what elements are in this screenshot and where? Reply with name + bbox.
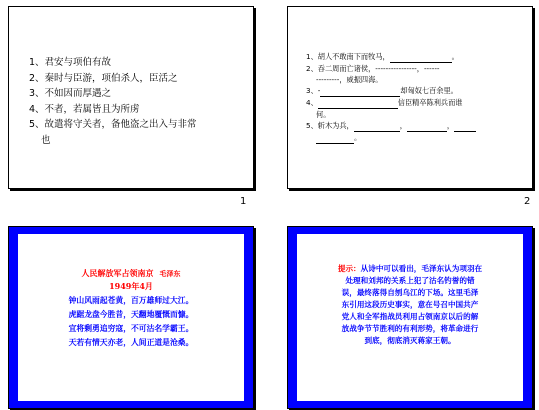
slide-2-q4-prefix: 4、 (306, 98, 318, 107)
slide-2-q4-tail2: 何。 (316, 110, 331, 119)
slide-4-content (297, 234, 523, 401)
hint-line-7: 到底，彻底消灭蒋家王朝。 (364, 336, 456, 345)
slide-2[interactable] (287, 6, 533, 189)
page-number-2: 2 (524, 196, 531, 207)
fill-blank (316, 132, 354, 144)
hint-line-6: 放战争节节胜利的有利形势，将革命进行 (341, 324, 479, 333)
poem-line-2: 虎踞龙盘今胜昔，天翻地覆慨而慷。 (68, 310, 194, 319)
poem-line-1: 钟山风雨起苍黄，百万雄师过大江。 (68, 296, 194, 305)
slide-2-list (306, 51, 531, 144)
slide-2-q4-tail: 信臣精卒陈利兵而谁 (397, 98, 463, 107)
slide-1-list (29, 55, 239, 149)
fill-blank (454, 120, 476, 132)
slide-2-q2-tail: ，威振四海。 (339, 75, 383, 84)
slide-2-q2 (306, 63, 531, 85)
slide-2-q3-prefix: 3、- (306, 86, 321, 95)
slide-1-item-5-cont: 也 (41, 134, 51, 146)
slide-3-content (18, 234, 244, 401)
hint-line-2: 处理和刘邦的关系上犯了沽名钓誉的错 (345, 276, 475, 285)
fill-blank (354, 120, 400, 132)
slide-1-item-3: 3、不如因而厚遇之 (29, 88, 112, 100)
slide-1-item-1: 1、君安与项伯有故 (29, 57, 112, 68)
poem (23, 268, 239, 350)
hint-line-1 (310, 263, 510, 275)
poem-title: 人民解放军占领南京 (81, 268, 154, 278)
slide-2-q2-sep: ， (416, 64, 424, 73)
page-number-1: 1 (240, 196, 247, 207)
slide-1-item-5: 5、故遣将守关者，备他盗之出入与非常 (29, 119, 197, 131)
slide-2-q3-tail: 却匈奴七百余里。 (400, 86, 458, 95)
slide-2-q3 (306, 85, 531, 97)
slide-2-q2-text: 2、吞二周而亡诸侯， (306, 64, 376, 73)
poem-date: 1949年4月 (109, 281, 153, 291)
slide-1-item-4: 4、不者，若属皆且为所虏 (29, 103, 140, 115)
slide-2-q1-text: 1、胡人不敢南下而牧马， (306, 52, 390, 61)
slide-2-q5 (306, 120, 531, 144)
poem-author: 毛泽东 (159, 269, 181, 278)
poem-line-4: 天若有情天亦老，人间正道是沧桑。 (68, 338, 194, 347)
slide-2-q4 (306, 97, 531, 120)
slide-2-q1: 1、胡人不敢南下而牧马， 。 (306, 52, 459, 61)
slide-2-q2-dash2: ------ (423, 64, 440, 73)
fill-blank (390, 51, 452, 63)
fill-blank (320, 85, 400, 97)
hint-line-5: 党人和全军指战员利用占领南京以后的解 (341, 312, 479, 321)
slide-2-q5-sep2: ， (446, 121, 455, 130)
poem-title-row (23, 268, 239, 279)
slide-2-q2-dash1: ---------------- (375, 64, 417, 73)
fill-blank (407, 120, 447, 132)
slide-1-item-2: 2、秦时与臣游，项伯杀人，臣活之 (29, 72, 178, 84)
slide-2-q5-end: 。 (354, 133, 362, 142)
slide-2-q5-prefix: 5、斩木为兵， (306, 121, 354, 130)
hint-label: 提示： (337, 264, 361, 273)
slide-4[interactable] (287, 226, 533, 409)
slide-1[interactable] (8, 6, 254, 189)
hint-line-3: 误，最终落得自刎乌江的下场。这里毛泽 (341, 288, 479, 297)
slide-2-q5-sep1: ， (399, 121, 407, 130)
poem-line-3: 宜将剩勇追穷寇，不可沽名学霸王。 (68, 324, 194, 333)
slide-2-q2-cont: --------- (316, 75, 340, 84)
hint-line-4: 东引用这段历史事实，意在号召中国共产 (341, 300, 479, 309)
slide-3[interactable] (8, 226, 254, 409)
hint-text (310, 263, 510, 347)
hint-line-1-text: 从诗中可以看出，毛泽东认为项羽在 (360, 264, 483, 273)
fill-blank (318, 97, 398, 109)
